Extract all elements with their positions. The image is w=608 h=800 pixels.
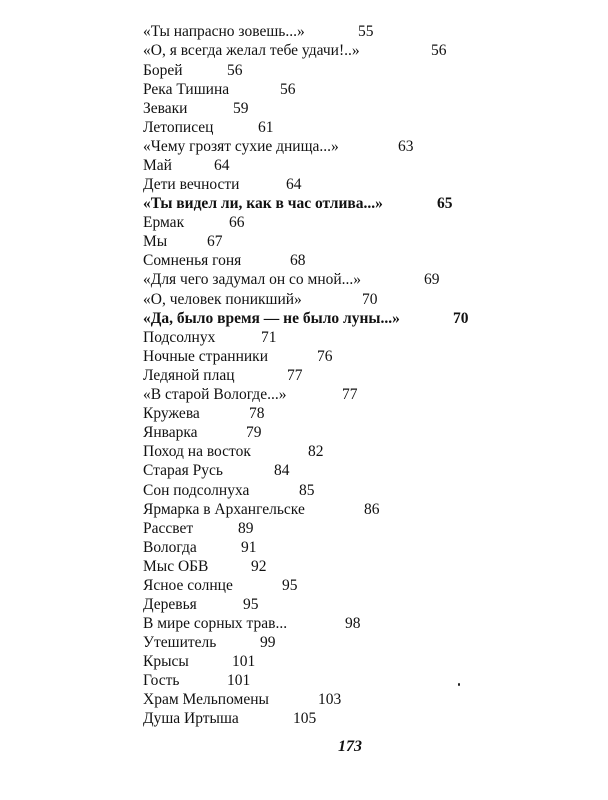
toc-entry-title: Деревья — [143, 596, 197, 613]
toc-entry-title: Летописец — [143, 119, 214, 136]
toc-entry-page: 89 — [238, 520, 254, 537]
toc-entry-title: Старая Русь — [143, 462, 223, 479]
toc-entry-page: 95 — [243, 596, 259, 613]
toc-entry-page: 77 — [287, 367, 303, 384]
toc-entry-title: «Чему грозят сухие днища...» — [143, 138, 339, 155]
toc-entry-title: «Ты видел ли, как в час отлива...» — [143, 195, 383, 212]
toc-entry-title: Ночные странники — [143, 348, 268, 365]
toc-entry-title: Утешитель — [143, 634, 217, 651]
toc-entry-title: «Для чего задумал он со мной...» — [143, 271, 362, 288]
toc-entry-page: 55 — [358, 23, 374, 40]
toc-entry-title: Вологда — [143, 539, 197, 556]
toc-entry-page: 84 — [274, 462, 290, 479]
toc-entry-page: 71 — [261, 329, 277, 346]
toc-entry-title: Сомненья гоня — [143, 252, 242, 269]
toc-entry-page: 64 — [286, 176, 302, 193]
toc-entry-page: 77 — [342, 386, 358, 403]
print-speck — [458, 683, 460, 686]
toc-entry-page: 65 — [437, 195, 453, 212]
toc-entry-page: 101 — [232, 653, 256, 670]
toc-entry-page: 67 — [207, 233, 223, 250]
toc-entry-page: 101 — [227, 672, 251, 689]
toc-entry-title: «Ты напрасно зовешь...» — [143, 23, 305, 40]
toc-entry-title: Мыс ОБВ — [143, 558, 209, 575]
toc-entry-title: Гость — [143, 672, 180, 689]
toc-entry-page: 70 — [453, 310, 469, 327]
toc-entry-page: 59 — [233, 100, 249, 117]
toc-entry-page: 79 — [246, 424, 262, 441]
toc-entry-page: 66 — [229, 214, 245, 231]
toc-entry-page: 76 — [317, 348, 333, 365]
toc-entry-title: Крысы — [143, 653, 189, 670]
toc-entry-page: 69 — [424, 271, 440, 288]
toc-entry-page: 56 — [431, 42, 447, 59]
toc-entry-page: 68 — [290, 252, 306, 269]
toc-entry-page: 82 — [308, 443, 324, 460]
toc-entry-page: 64 — [214, 157, 230, 174]
page-number: 173 — [338, 738, 362, 755]
toc-entry-title: «О, я всегда желал тебе удачи!..» — [143, 42, 360, 59]
toc-entry-title: В мире сорных трав... — [143, 615, 288, 632]
toc-entry-title: Душа Иртыша — [143, 710, 239, 727]
toc-entry-page: 92 — [251, 558, 267, 575]
toc-entry-title: «В старой Вологде...» — [143, 386, 287, 403]
toc-entry-page: 91 — [241, 539, 257, 556]
toc-entry-page: 95 — [282, 577, 298, 594]
toc-entry-title: Ермак — [143, 214, 185, 231]
toc-entry-title: «Да, было время — не было луны...» — [143, 310, 400, 327]
toc-entry-page: 105 — [293, 710, 317, 727]
toc-entry-page: 61 — [258, 119, 274, 136]
toc-entry-page: 78 — [249, 405, 265, 422]
toc-entry-page: 103 — [318, 691, 342, 708]
toc-entry-title: Сон подсолнуха — [143, 482, 250, 499]
toc-entry-title: Река Тишина — [143, 81, 230, 98]
toc-entry-page: 70 — [362, 291, 378, 308]
toc-entry-title: Январка — [143, 424, 198, 441]
toc-entry-title: Борей — [143, 62, 183, 79]
toc-entry-title: Подсолнух — [143, 329, 216, 346]
toc-entry-title: «О, человек поникший» — [143, 291, 302, 308]
toc-entry-title: Мы — [143, 233, 168, 250]
toc-entry-title: Ясное солнце — [143, 577, 233, 594]
toc-entry-page: 63 — [398, 138, 414, 155]
toc-entry-title: Зеваки — [143, 100, 188, 117]
toc-entry-page: 98 — [345, 615, 361, 632]
toc-entry-title: Ярмарка в Архангельске — [143, 501, 305, 518]
toc-entry-title: Храм Мельпомены — [143, 691, 269, 708]
toc-entry-title: Ледяной плац — [143, 367, 235, 384]
toc-entry-title: Май — [143, 157, 172, 174]
toc-entry-title: Поход на восток — [143, 443, 251, 460]
toc-entry-page: 56 — [280, 81, 296, 98]
toc-entry-page: 86 — [364, 501, 380, 518]
toc-entry-page: 56 — [227, 62, 243, 79]
toc-entry-title: Кружева — [143, 405, 200, 422]
toc-entry-title: Рассвет — [143, 520, 194, 537]
toc-entry-page: 85 — [299, 482, 315, 499]
toc-entry-page: 99 — [260, 634, 276, 651]
toc-entry-title: Дети вечности — [143, 176, 240, 193]
